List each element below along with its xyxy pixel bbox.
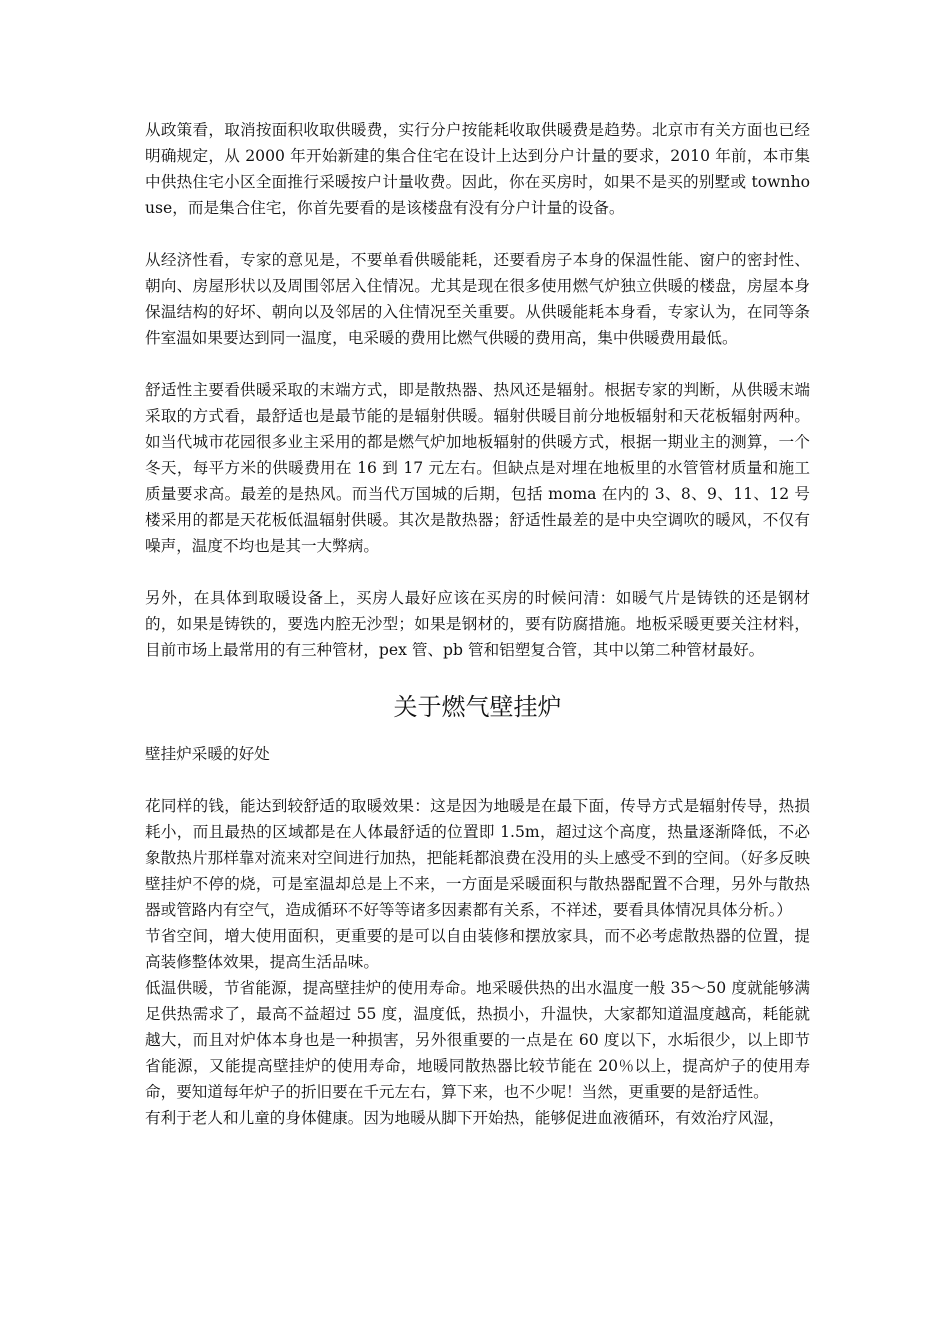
paragraph-benefit-comfort: 花同样的钱，能达到较舒适的取暖效果：这是因为地暖是在最下面，传导方式是辐射传导，热损耗小，而且最热的区域都是在人体最舒适的位置即 1.5m，超过这个高度，热量逐渐降低，不必象散热片那样靠对流来对空间进行加热，把能耗都浪费在没用的头上感受不到的空间。（好多反映壁挂炉不停的烧，可是室温却总是上不来，一方面是采暖面积与散热器配置不合理，另外与散热器或管路内有空气，造成循环不好等等诸多因素都有关系，不祥述，要看具体情况具体分析。） xyxy=(145,797,810,919)
paragraph-economy: 从经济性看，专家的意见是，不要单看供暖能耗，还要看房子本身的保温性能、窗户的密封性、朝向、房屋形状以及周围邻居入住情况。尤其是现在很多使用燃气炉独立供暖的楼盘，房屋本身保温结构的好坏、朝向以及邻居的入住情况至关重要。从供暖能耗本身看，专家认为，在同等条件室温如果要达到同一温度，电采暖的费用比燃气供暖的费用高，集中供暖费用最低。 xyxy=(145,251,810,347)
document-body xyxy=(145,117,810,1131)
paragraph-benefit-space: 节省空间，增大使用面积，更重要的是可以自由装修和摆放家具，而不必考虑散热器的位置，提高装修整体效果，提高生活品味。 xyxy=(145,927,810,971)
paragraph-equipment: 另外，在具体到取暖设备上，买房人最好应该在买房的时候问清：如暖气片是铸铁的还是钢材的，如果是铸铁的，要选内腔无沙型；如果是钢材的，要有防腐措施。地板采暖更要关注材料，目前市场上最常用的有三种管材，pex 管、pb 管和铝塑复合管，其中以第二种管材最好。 xyxy=(145,589,810,659)
section-title: 关于燃气壁挂炉 xyxy=(393,693,562,721)
paragraph-benefit-health: 有利于老人和儿童的身体健康。因为地暖从脚下开始热，能够促进血液循环，有效治疗风湿， xyxy=(145,1109,785,1127)
paragraph-benefit-energy: 低温供暖，节省能源，提高壁挂炉的使用寿命。地采暖供热的出水温度一般 35～50 度就能够满足供热需求了，最高不益超过 55 度，温度低，热损小，升温快，大家都知道温度越高，耗能就越大，而且对炉体本身也是一种损害，另外很重要的一点是在 60 度以下，水垢很少，以上即节省能源，又能提高壁挂炉的使用寿命，地暖同散热器比较节能在 20％以上，提高炉子的使用寿命，要知道每年炉子的折旧要在千元左右，算下来，也不少呢！当然，更重要的是舒适性。 xyxy=(145,979,810,1101)
paragraph-policy: 从政策看，取消按面积收取供暖费，实行分户按能耗收取供暖费是趋势。北京市有关方面也已经明确规定，从 2000 年开始新建的集合住宅在设计上达到分户计量的要求，2010 年前，本市集中供热住宅小区全面推行采暖按户计量收费。因此，你在买房时，如果不是买的别墅或 townhouse，而是集合住宅，你首先要看的是该楼盘有没有分户计量的设备。 xyxy=(145,121,810,217)
section-subtitle: 壁挂炉采暖的好处 xyxy=(145,745,270,763)
paragraph-comfort: 舒适性主要看供暖采取的末端方式，即是散热器、热风还是辐射。根据专家的判断，从供暖末端采取的方式看，最舒适也是最节能的是辐射供暖。辐射供暖目前分地板辐射和天花板辐射两种。如当代城市花园很多业主采用的都是燃气炉加地板辐射的供暖方式，根据一期业主的测算，一个冬天，每平方米的供暖费用在 16 到 17 元左右。但缺点是对埋在地板里的水管管材质量和施工质量要求高。最差的是热风。而当代万国城的后期，包括 moma 在内的 3、8、9、11、12 号楼采用的都是天花板低温辐射供暖。其次是散热器；舒适性最差的是中央空调吹的暖风，不仅有噪声，温度不均也是其一大弊病。 xyxy=(145,381,810,555)
